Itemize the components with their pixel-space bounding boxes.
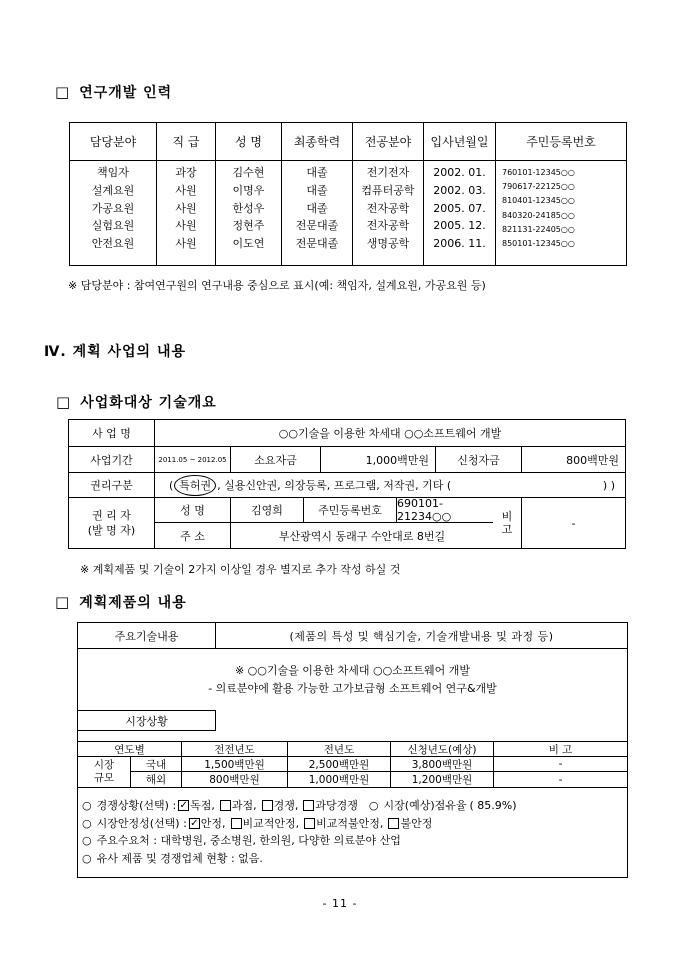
bullet-competitors [82,850,627,868]
personnel-table-header [70,123,626,161]
cell-role: 안전요원 [91,237,135,251]
column-join-date [424,161,496,265]
square-marker-icon: □ [55,593,71,611]
holder-row [69,497,625,548]
requested-funds-label: 신청자금 [436,447,522,472]
holder-name-label: 성 명 [155,498,231,522]
cell-role: 가공요원 [91,201,135,215]
circle-bullet-icon: ○ [368,799,379,812]
biz-name-label: 사 업 명 [69,420,155,446]
required-funds-value: 1,000백만원 [321,447,436,472]
competition-option: 경쟁, [273,799,299,812]
market-overseas-note: - [558,773,563,786]
tech-content-text [78,650,627,710]
cell-reg-number: 810401-12345○○ [502,196,575,206]
cell-join-date: 2005. 07. [433,201,486,215]
checkbox-unchecked-icon [303,800,314,811]
tech-overview-title-text: 사업화대상 기술개요 [80,395,217,411]
cell-name: 정현주 [232,219,265,233]
circle-bullet-icon: ○ [82,851,92,865]
rights-tail: ) ) [602,478,615,492]
market-domestic-apply: 3,800백만원 [391,757,494,772]
period-value: 2011.05 ~ 2012.05 [155,447,231,472]
checkbox-checked-icon: ✓ [190,817,199,829]
page-number: - 11 - [322,897,358,910]
cell-join-date: 2002. 01. [433,166,486,179]
bigo-char-2: 고 [501,523,513,536]
cell-grade: 사원 [175,219,197,233]
market-overseas-label: 해외 [131,772,182,787]
biz-name-value: ○○기술을 이용한 차세대 ○○소프트웨어 개발 [278,427,502,440]
col-header-name: 성 명 [216,123,282,160]
bullet-demand [82,832,627,850]
market-status-label: 시장상황 [78,710,216,731]
biz-name-row [69,420,625,446]
bullet-stability [82,815,627,833]
checkbox-checked-icon: ✓ [179,800,188,812]
holder-label [69,498,155,548]
cell-name: 이도연 [232,237,265,251]
personnel-note: ※ 담당분야 : 참여연구원의 연구내용 중심으로 표시(예: 책임자, 설계요원, 가공요원 등) [68,279,486,292]
column-grade [157,161,216,265]
bigo-char-1: 비 [501,510,513,523]
checkbox-unchecked-icon [231,818,242,829]
cell-join-date: 2002. 03. [433,183,486,197]
rights-row [69,472,625,497]
holder-name-value: 김영희 [231,498,304,522]
cell-education: 대졸 [306,201,328,215]
tech-content-line2: - 의료분야에 활용 가능한 고가보급형 소프트웨어 연구&개발 [208,682,497,695]
personnel-section-title [55,82,172,102]
market-domestic-label: 국내 [131,757,182,772]
checkbox-unchecked-icon [220,800,231,811]
cell-major: 전자공학 [366,219,410,233]
cell-reg-number: 840320-24185○○ [502,210,575,220]
holder-label-line1: 권 리 자 [92,509,131,522]
cell-role: 설계요원 [91,183,135,197]
personnel-table-body [70,161,626,265]
tech-content-line1: ※ ○○기술을 이용한 차세대 ○○소프트웨어 개발 [234,664,471,677]
market-row-group [78,757,131,787]
product-plan-title [55,592,187,612]
column-reg-number [496,161,626,265]
cell-reg-number: 760101-12345○○ [502,168,575,177]
cell-name: 이명우 [232,183,265,197]
competition-option: 과당경쟁 [315,799,358,812]
tech-content-hint: (제품의 특성 및 핵심기술, 기술개발내용 및 과정 등) [289,629,554,643]
stability-option: 비교적안정, [242,816,300,830]
holder-addr-label: 주 소 [155,523,231,548]
competition-option: 과점, [231,799,257,812]
cell-education: 전문대졸 [295,219,339,233]
circle-bullet-icon: ○ [82,799,92,812]
square-marker-icon: □ [55,83,71,101]
market-overseas-prev2: 800백만원 [182,772,288,787]
rights-prefix: ( [169,478,174,492]
market-overseas-prev: 1,000백만원 [288,772,391,787]
col-header-role: 담당분야 [70,123,157,160]
rights-value [155,473,625,497]
competitors-text: 유사 제품 및 경쟁업체 현황 : 없음. [96,851,263,865]
holder-detail-block [155,498,493,548]
required-funds-label: 소요자금 [231,447,321,472]
market-bullet-list [82,797,627,867]
competition-option: 독점, [190,799,215,812]
market-overseas-apply: 1,200백만원 [391,772,494,787]
cell-major: 전기전자 [366,166,410,179]
period-label: 사업기간 [69,447,155,472]
holder-addr-row [155,523,493,548]
cell-reg-number: 821131-22405○○ [502,224,575,234]
stability-option: 불안정 [400,816,433,830]
tech-content-header [78,623,627,649]
cell-name: 한성우 [232,201,265,215]
cell-major: 컴퓨터공학 [361,183,415,197]
market-col-apply: 신청년도(예상) [391,742,494,757]
market-size-table [78,741,627,788]
competition-label: 경쟁상황(선택) : [96,799,177,812]
checkbox-unchecked-icon [262,800,273,811]
cell-grade: 사원 [175,183,197,197]
circle-bullet-icon: ○ [82,816,92,830]
holder-name-row [155,498,493,523]
col-header-education: 최종학력 [282,123,353,160]
tech-overview-title [56,392,217,412]
requested-funds-value: 800백만원 [566,453,619,467]
cell-education: 대졸 [306,183,328,197]
cell-role: 실험요원 [91,219,135,233]
market-col-prev2: 전전년도 [182,742,288,757]
tech-overview-table [68,419,626,549]
holder-bigo-label [493,498,522,548]
col-header-reg-number: 주민등록번호 [526,135,596,149]
cell-education: 대졸 [306,166,328,179]
rights-label: 권리구분 [69,473,155,497]
market-domestic-prev2: 1,500백만원 [182,757,288,772]
market-col-year: 연도별 [78,742,182,757]
market-col-note: 비 고 [494,742,627,757]
tech-content-label: 주요기술내용 [78,623,216,648]
personnel-title-text: 연구개발 인력 [79,85,173,101]
stability-option: 안정, [200,816,226,830]
square-marker-icon: □ [56,393,72,411]
cell-major: 생명공학 [366,237,410,251]
holder-label-line2: (발 명 자) [87,524,136,537]
checkbox-unchecked-icon [304,818,315,829]
holder-jumin-value: 690101-21234○○ [397,497,452,523]
cell-education: 전문대졸 [295,237,339,251]
column-role [70,161,157,265]
demand-text: 주요수요처 : 대학병원, 중소병원, 한의원, 다양한 의료분야 산업 [96,834,401,847]
cell-join-date: 2005. 12. [433,219,486,233]
col-header-grade: 직 급 [157,123,216,160]
market-group-line1: 시장 [93,759,115,771]
cell-reg-number: 790617-22125○○ [502,182,575,192]
cell-major: 전자공학 [366,201,410,215]
cell-grade: 사원 [175,237,197,251]
holder-bigo-value: - [571,516,576,530]
cell-name: 김수현 [232,166,265,179]
col-header-major: 전공분야 [353,123,424,160]
market-col-prev: 전년도 [288,742,391,757]
rights-options: , 실용신안권, 의장등록, 프로그램, 저작권, 기타 ( [217,479,452,492]
market-domestic-note: - [494,757,627,772]
tech-overview-note: ※ 계획제품 및 기술이 2가지 이상일 경우 별지로 추가 작성 하실 것 [80,563,401,576]
holder-jumin-label: 주민등록번호 [304,498,397,522]
cell-role: 책임자 [97,166,129,179]
market-share-value: ( 85.9%) [469,799,517,812]
product-plan-box [77,622,628,878]
column-education [282,161,353,265]
market-domestic-prev: 2,500백만원 [288,757,391,772]
period-funds-row [69,446,625,472]
stability-label: 시장안정성(선택) : [96,816,187,830]
cell-grade: 사원 [175,201,197,215]
market-share-label: 시장(예상)점유율 [383,799,467,812]
column-major [353,161,424,265]
section4-heading: Ⅳ. 계획 사업의 내용 [44,344,186,360]
circle-bullet-icon: ○ [82,834,92,847]
personnel-table [69,122,627,266]
checkbox-unchecked-icon [388,818,399,829]
stability-option: 비교적불안정, [316,816,384,830]
col-header-join-date: 입사년월일 [424,123,496,160]
column-name [216,161,282,265]
cell-reg-number: 850101-12345○○ [502,239,575,249]
bullet-competition [82,797,627,815]
cell-grade: 과장 [175,166,197,179]
product-plan-title-text: 계획제품의 내용 [79,595,187,611]
market-group-line2: 규모 [93,772,115,784]
holder-addr-value: 부산광역시 동래구 수안대로 8번길 [278,529,446,543]
cell-join-date: 2006. 11. [433,237,486,251]
rights-selected-circle: 특허권 [174,475,216,496]
